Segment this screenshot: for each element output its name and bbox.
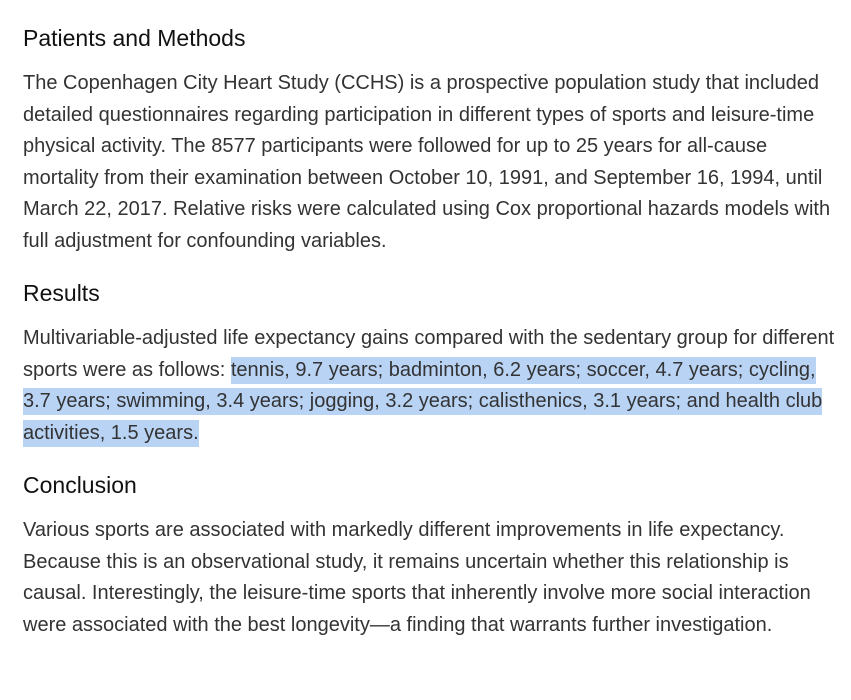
conclusion-paragraph[interactable]: Various sports are associated with markedly different improvements in life expectancy. Because this is an observational study, it remains uncertain whether this relationship is causal. Interestingly, the leisure-time sports that inherently involve more social interaction were associated with the best longevity—a finding that warrants further investigation. xyxy=(23,519,811,636)
section-heading-conclusion: Conclusion xyxy=(23,472,137,498)
results-text-selected[interactable]: tennis, 9.7 years; badminton, 6.2 years; soccer, 4.7 years; cycling, 3.7 years; swimming, 3.4 years; jogging, 3.2 years; calisthenics, 3.1 years; and health club activities, 1.5 years. xyxy=(23,357,822,447)
methods-paragraph[interactable]: The Copenhagen City Heart Study (CCHS) is a prospective population study that included detailed questionnaires regarding participation in different types of sports and leisure-time physical activity. The 8577 participants were followed for up to 25 years for all-cause mortality from their examination between October 10, 1991, and September 16, 1994, until March 22, 2017. Relative risks were calculated using Cox proportional hazards models with full adjustment for confounding variables. xyxy=(23,72,831,252)
section-patients-and-methods xyxy=(23,24,838,258)
section-conclusion xyxy=(23,471,838,641)
results-text-intro[interactable]: Multivariable-adjusted life expectancy gains compared with the sedentary group for different sports were as follows: xyxy=(23,327,835,381)
results-paragraph[interactable] xyxy=(23,323,838,449)
section-heading-methods: Patients and Methods xyxy=(23,25,246,51)
section-heading-results: Results xyxy=(23,280,100,306)
section-results xyxy=(23,279,838,449)
